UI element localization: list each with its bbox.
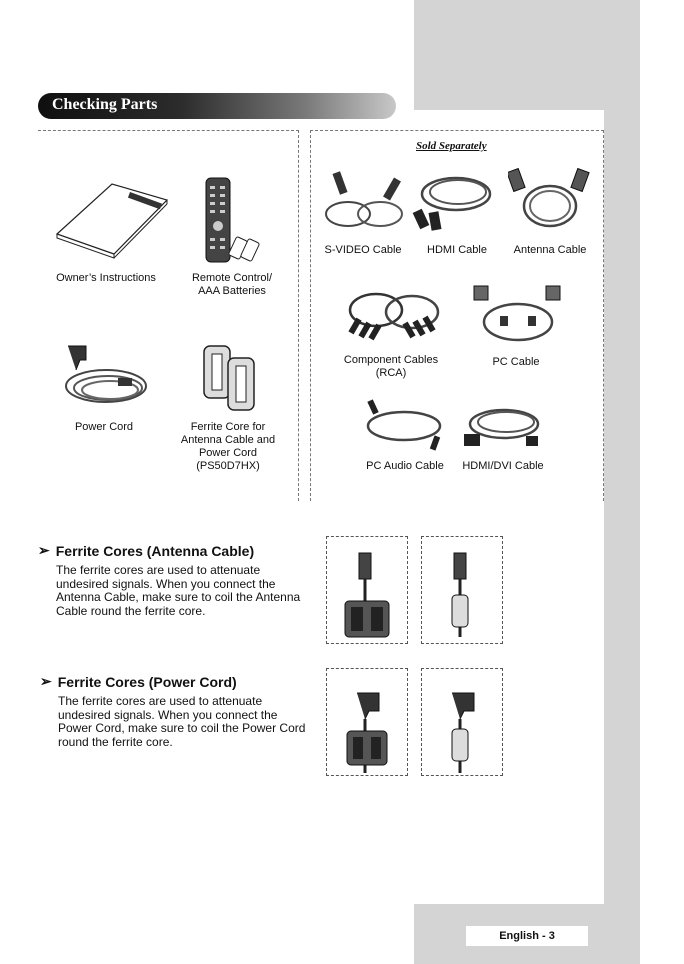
- antenna-cable-icon: [508, 166, 592, 234]
- remote-control-icon: [200, 176, 264, 266]
- section-body-power: The ferrite cores are used to attenuate undesired signals. When you connect the Power Cord, make sure to coil the Power Cord round the ferrite core.: [58, 694, 306, 749]
- pc-audio-cable-icon: [362, 398, 448, 454]
- pc-cable-icon: [470, 282, 566, 348]
- item-label-hdmi-dvi-cable: HDMI/DVI Cable: [462, 460, 544, 472]
- item-label-remote-control: Remote Control/ AAA Batteries: [191, 272, 273, 297]
- item-label-hdmi-cable: HDMI Cable: [427, 244, 487, 256]
- antenna-core-diagram-1: [326, 536, 408, 644]
- antenna-core-diagram-2: [421, 536, 503, 644]
- power-cord-icon: [58, 340, 158, 412]
- power-closed-core-icon: [422, 669, 502, 775]
- page-number: English - 3: [466, 926, 588, 946]
- item-label-s-video-cable: S-VIDEO Cable: [324, 244, 402, 256]
- sold-separately-heading: Sold Separately: [416, 140, 487, 152]
- item-label-antenna-cable: Antenna Cable: [513, 244, 587, 256]
- section-title-power: [40, 673, 237, 690]
- manual-booklet-icon: [52, 172, 172, 262]
- power-coiled-core-icon: [327, 669, 407, 775]
- item-label-component-cables: Component Cables (RCA): [343, 354, 439, 379]
- arrow-bullet-icon: ➢: [38, 542, 50, 558]
- component-cables-icon: [344, 282, 444, 344]
- s-video-cable-icon: [322, 168, 408, 234]
- antenna-coiled-core-icon: [327, 537, 407, 643]
- page-title: Checking Parts: [52, 96, 158, 113]
- item-label-owners-instructions: Owner’s Instructions: [56, 272, 156, 284]
- section-body-antenna: The ferrite cores are used to attenuate undesired signals. When you connect the Antenna Cable, make sure to coil the Antenna Cable round the ferrite core.: [56, 563, 301, 618]
- power-core-diagram-1: [326, 668, 408, 776]
- item-label-pc-audio-cable: PC Audio Cable: [366, 460, 444, 472]
- antenna-closed-core-icon: [422, 537, 502, 643]
- hdmi-dvi-cable-icon: [460, 400, 546, 456]
- item-label-pc-cable: PC Cable: [492, 356, 540, 368]
- item-label-power-cord: Power Cord: [74, 421, 134, 433]
- arrow-bullet-icon: ➢: [40, 673, 52, 689]
- hdmi-cable-icon: [412, 166, 498, 234]
- section-title-text: Ferrite Cores (Power Cord): [57, 673, 237, 690]
- section-title-text: Ferrite Cores (Antenna Cable): [55, 542, 255, 559]
- right-gray-band: [604, 0, 640, 964]
- power-core-diagram-2: [421, 668, 503, 776]
- ferrite-core-icon: [200, 344, 264, 412]
- section-title-antenna: [38, 542, 254, 559]
- item-label-ferrite-core: Ferrite Core for Antenna Cable and Power Cord (PS50D7HX): [180, 421, 276, 472]
